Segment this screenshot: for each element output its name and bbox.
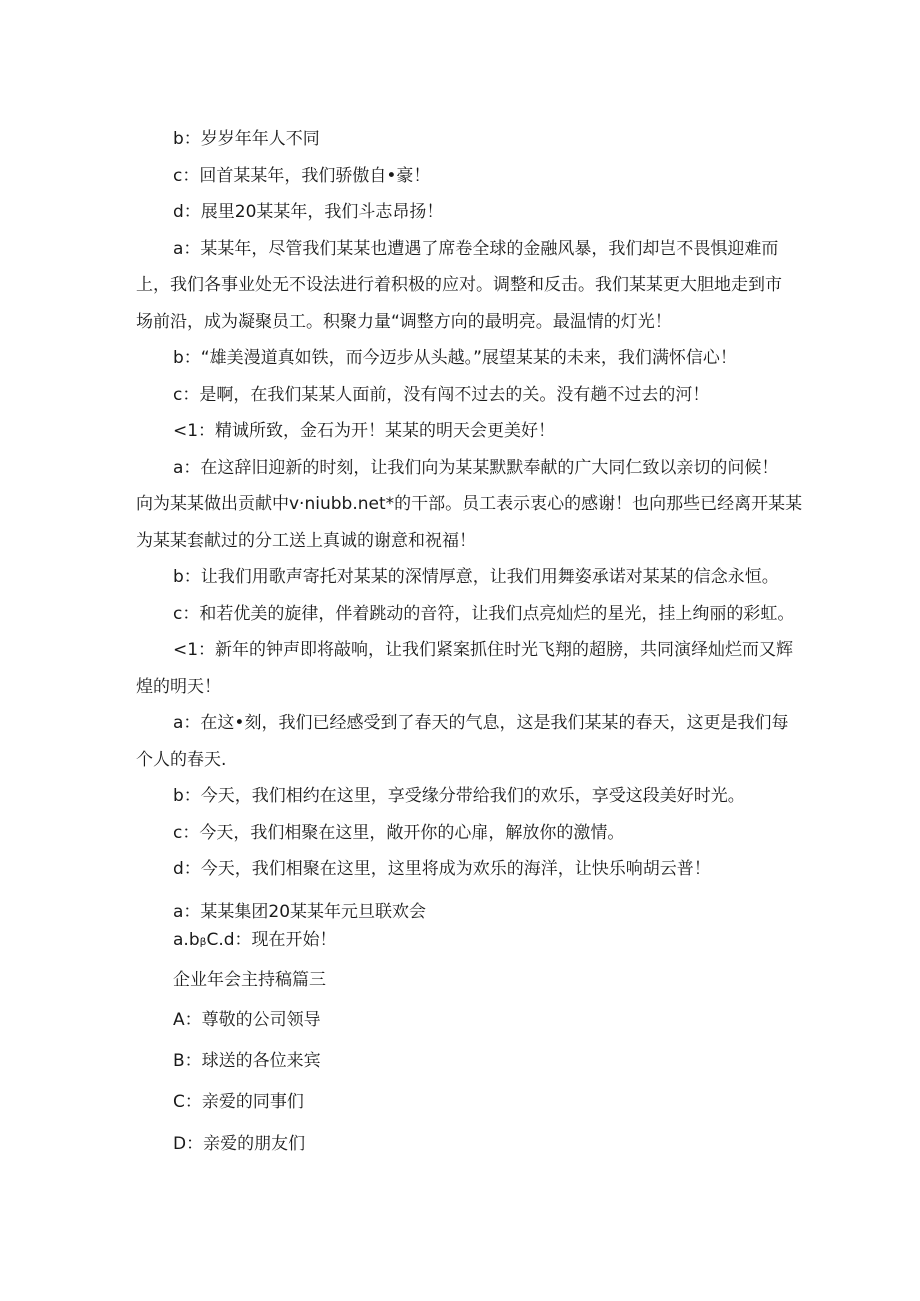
script-line: 为某某套献过的分工送上真诚的谢意和祝福！ <box>136 531 476 551</box>
script-line: a：在这•刻，我们已经感受到了春天的气息，这是我们某某的春天，这更是我们每 <box>173 713 789 733</box>
script-line: 场前沿，成为凝聚员工。积聚力量“调整方向的最明亮。最温情的灯光！ <box>136 312 672 332</box>
script-line: d：今天，我们相聚在这里，这里将成为欢乐的海洋，让快乐响胡云普！ <box>173 859 711 879</box>
script-line: 煌的明天！ <box>136 677 221 697</box>
script-line: b：让我们用歌声寄托对某某的深情厚意，让我们用舞姿承诺对某某的信念永恒。 <box>173 567 779 587</box>
script-line: C：亲爱的同事们 <box>173 1092 304 1112</box>
script-line: D：亲爱的朋友们 <box>173 1134 306 1154</box>
script-line: c：今天，我们相聚在这里，敞开你的心扉，解放你的激情。 <box>173 823 625 843</box>
script-line: a.bᵦC.d：现在开始！ <box>173 930 337 950</box>
script-line: <1：新年的钟声即将敲响，让我们紧案抓住时光飞翔的超膀，共同演绎灿烂而又辉 <box>173 640 794 660</box>
script-line: c：是啊，在我们某某人面前，没有闯不过去的关。没有趟不过去的河！ <box>173 385 710 405</box>
script-line: b：“雄美漫道真如铁，而今迈步从头越。”展望某某的未来，我们满怀信心！ <box>173 348 737 368</box>
script-line: a：在这辞旧迎新的时刻，让我们向为某某默默奉献的广大同仁致以亲切的问候！ <box>173 458 779 478</box>
script-line: B：球送的各位来宾 <box>173 1051 321 1071</box>
script-line: 向为某某做出贡献中v·niubb.net*的干部。员工表示衷心的感谢！也向那些已经离开某某 <box>136 494 803 514</box>
script-line: a：某某年，尽管我们某某也遭遇了席卷全球的金融风暴，我们却岂不畏惧迎难而 <box>173 239 779 259</box>
script-line: b：今天，我们相约在这里，享受缘分带给我们的欢乐，享受这段美好时光。 <box>173 786 745 806</box>
script-line: c：回首某某年，我们骄傲自•豪！ <box>173 166 431 186</box>
script-line: 上，我们各事业处无不设法进行着积极的应对。调整和反击。我们某某更大胆地走到市 <box>136 275 782 295</box>
script-line: a：某某集团20某某年元旦联欢会 <box>173 902 427 922</box>
section-heading: 企业年会主持稿篇三 <box>173 970 326 990</box>
script-line: 个人的春天. <box>136 750 227 770</box>
script-line: b：岁岁年年人不同 <box>173 129 320 149</box>
script-line: A：尊敬的公司领导 <box>173 1010 321 1030</box>
script-line: c：和若优美的旋律，伴着跳动的音符，让我们点亮灿烂的星光，挂上绚丽的彩虹。 <box>173 604 795 624</box>
script-line: d：展里20某某年，我们斗志昂扬！ <box>173 202 444 222</box>
script-line: <1：精诚所致，金石为开！某某的明天会更美好！ <box>173 421 556 441</box>
